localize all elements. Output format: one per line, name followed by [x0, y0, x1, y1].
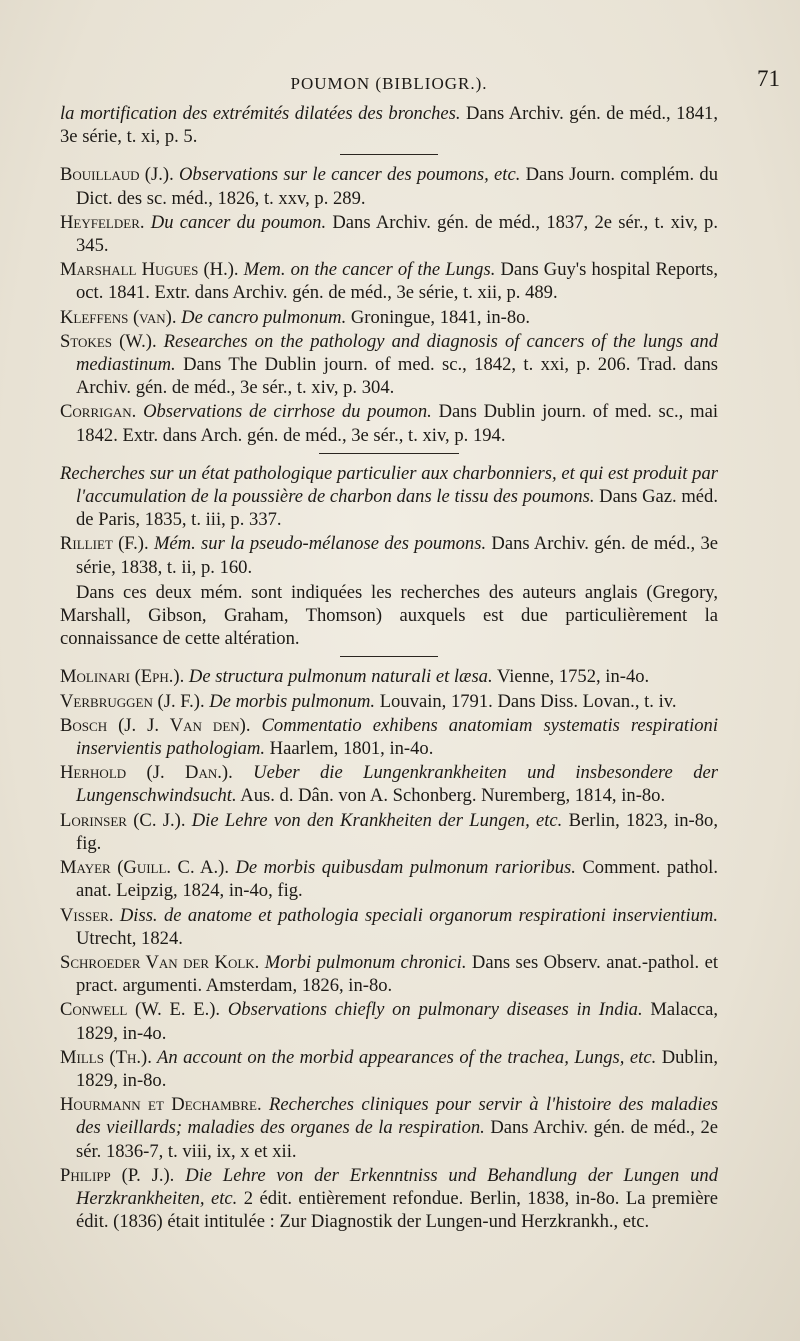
section-rule — [340, 154, 438, 155]
note-paragraph: Dans ces deux mém. sont indiquées les recherches des auteurs anglais (Gregory, Marshall, Gibson, Graham, Thomson) auxquels est due particulièrement la connaissance de cette altération. — [60, 581, 718, 650]
bibliography-entry — [60, 163, 718, 209]
bibliography-entry — [60, 809, 718, 855]
entry-details: Louvain, 1791. Dans Diss. Lovan., t. iv. — [375, 690, 677, 712]
entry-author: Corrigan. — [60, 401, 137, 423]
bibliography-entry — [60, 1093, 718, 1163]
bibliography-entry — [60, 856, 718, 902]
section-rule — [319, 453, 459, 454]
entry-author: Marshall Hugues (H.). — [60, 259, 239, 281]
entry-author: Mills (Th.). — [60, 1046, 152, 1068]
entry-details: Dublin, 1829, in-8o. — [76, 1046, 718, 1091]
bibliography-entry — [60, 400, 718, 446]
entry-details: Vienne, 1752, in-4o. — [492, 666, 650, 688]
entry-details: Berlin, 1823, in-8o, fig. — [76, 809, 718, 854]
bibliography-entry — [60, 714, 718, 760]
entry-author: Kleffens (van). — [60, 306, 177, 328]
entry-details: Dans Dublin journ. of med. sc., mai 1842. Extr. dans Arch. gén. de méd., 3e sér., t. xiv, p. 194. — [76, 401, 718, 446]
entry-author: Heyfelder. — [60, 211, 145, 233]
bibliography-entry — [60, 761, 718, 807]
entry-title: Observations de cirrhose du poumon. — [136, 401, 432, 423]
bibliography-entry — [60, 904, 718, 950]
bibliography-entry — [60, 462, 718, 532]
bibliography-entry — [60, 258, 718, 304]
entry-details: Dans Archiv. gén. de méd., 1841, 3e série, t. xi, p. 5. — [60, 103, 719, 148]
entry-author: Mayer (Guill. C. A.). — [60, 857, 229, 879]
entry-title: De cancro pulmonum. — [176, 306, 347, 328]
entry-details: Dans Archiv. gén. de méd., 1837, 2e sér., t. xiv, p. 345. — [76, 211, 719, 257]
entry-details: Haarlem, 1801, in-4o. — [265, 738, 434, 760]
entry-details: Dans ses Observ. anat.-pathol. et pract. argumenti. Amsterdam, 1826, in-8o. — [76, 951, 718, 997]
entry-details: Comment. pathol. anat. Leipzig, 1824, in-4o, fig. — [76, 857, 718, 902]
entry-title: Researches on the pathology and diagnosis of cancers of the lungs and mediastinum. — [76, 330, 718, 376]
entry-title: Recherches sur un état pathologique particulier aux charbonniers, et qui est produit par l'accumulation de la poussière de charbon dans le tissu des poumons. — [60, 462, 718, 508]
bibliography-entry — [60, 1046, 718, 1092]
bibliography-group-anthracosis — [60, 462, 718, 579]
entry-details: Aus. d. Dân. von A. Schonberg. Nuremberg, 1814, in-8o. — [236, 785, 666, 807]
entry-title: Recherches cliniques pour servir à l'histoire des maladies des vieillards; maladies des organes de la respiration. — [76, 1094, 718, 1139]
entry-author: Herhold (J. Dan.). — [60, 762, 233, 784]
entry-details: Utrecht, 1824. — [76, 927, 183, 949]
entry-details: Dans The Dublin journ. of med. sc., 1842, t. xxi, p. 206. Trad. dans Archiv. gén. de méd., 3e sér., t. xiv, p. 304. — [76, 354, 718, 399]
bibliography-entry — [60, 211, 718, 257]
bibliography-group-cancer — [60, 163, 718, 446]
page-number: 71 — [757, 66, 780, 91]
entry-details: 2 édit. entièrement refondue. Berlin, 1838, in-8o. La première édit. (1836) était intitulée : Zur Diagnostik der Lungen-und Herzkrankh., etc. — [76, 1187, 718, 1233]
entry-title: De structura pulmonum naturali et læsa. — [184, 666, 493, 688]
entry-title: Ueber die Lungenkrankheiten und insbesondere der Lungenschwindsucht. — [76, 762, 718, 807]
entry-title: De morbis quibusdam pulmonum rarioribus. — [228, 857, 576, 879]
entry-title: Commentatio exhibens anatomiam systematis respirationi inservientis pathologiam. — [76, 714, 719, 760]
entry-author: Molinari (Eph.). — [60, 666, 185, 688]
page-header — [60, 62, 780, 102]
bibliography-entry — [60, 690, 718, 713]
entry-author: Schroeder Van der Kolk. — [60, 951, 260, 973]
entry-author: Philipp (P. J.). — [60, 1164, 175, 1186]
entry-title: Mém. sur la pseudo-mélanose des poumons. — [148, 533, 487, 555]
bibliography-entry — [60, 306, 718, 329]
entry-title: Du cancer du poumon. — [144, 211, 327, 233]
entry-details: Dans Guy's hospital Reports, oct. 1841. Extr. dans Archiv. gén. de méd., 3e série, t. xii, p. 489. — [76, 259, 718, 304]
entry-title: De morbis pulmonum. — [204, 690, 376, 712]
entry-title: la mortification des extrémités dilatées des bronches. — [60, 103, 461, 124]
entry-author: Conwell (W. E. E.). — [60, 999, 221, 1021]
entry-author: Verbruggen (J. F.). — [60, 690, 205, 712]
bibliography-text — [60, 102, 718, 1233]
entry-title: Mem. on the cancer of the Lungs. — [238, 259, 496, 281]
entry-details: Dans Gaz. méd. de Paris, 1835, t. iii, p. 337. — [76, 486, 718, 531]
entry-author: Bouillaud (J.). — [60, 164, 174, 186]
entry-details: Malacca, 1829, in-4o. — [76, 999, 718, 1044]
entry-title: Morbi pulmonum chronici. — [259, 951, 467, 973]
bibliography-entry — [60, 330, 718, 400]
entry-details: Dans Journ. complém. du Dict. des sc. méd., 1826, t. xxv, p. 289. — [76, 164, 718, 209]
entry-details: Dans Archiv. gén. de méd., 3e série, 1838, t. ii, p. 160. — [76, 533, 718, 578]
bibliography-entry — [60, 951, 718, 997]
continuation-entry — [60, 102, 718, 148]
entry-title: Observations sur le cancer des poumons, etc. — [173, 164, 521, 186]
bibliography-entry — [60, 998, 718, 1044]
entry-author: Visser. — [60, 904, 114, 926]
section-rule — [340, 656, 438, 657]
running-head: POUMON (BIBLIOGR.). — [290, 74, 488, 93]
entry-author: Hourmann et Dechambre. — [60, 1094, 262, 1116]
entry-details: Groningue, 1841, in-8o. — [346, 306, 531, 328]
entry-title: Die Lehre von den Krankheiten der Lungen, etc. — [185, 809, 563, 831]
entry-author: Lorinser (C. J.). — [60, 809, 186, 831]
entry-title: Die Lehre von der Erkenntniss und Behandlung der Lungen und Herzkrankheiten, etc. — [76, 1164, 718, 1209]
entry-author: Bosch (J. J. Van den). — [60, 714, 251, 736]
entry-title: Observations chiefly on pulmonary diseases in India. — [220, 999, 643, 1021]
entry-author: Stokes (W.). — [60, 330, 157, 352]
bibliography-group-general — [60, 665, 718, 1233]
entry-title: Diss. de anatome et pathologia speciali organorum respirationi inservientium. — [113, 904, 718, 926]
bibliography-entry — [60, 665, 718, 688]
entry-details: Dans Archiv. gén. de méd., 2e sér. 1836-7, t. viii, ix, x et xii. — [76, 1117, 718, 1162]
entry-title: An account on the morbid appearances of the trachea, Lungs, etc. — [151, 1046, 657, 1068]
entry-author: Rilliet (F.). — [60, 533, 149, 555]
bibliography-entry — [60, 1164, 718, 1234]
bibliography-entry — [60, 532, 718, 578]
